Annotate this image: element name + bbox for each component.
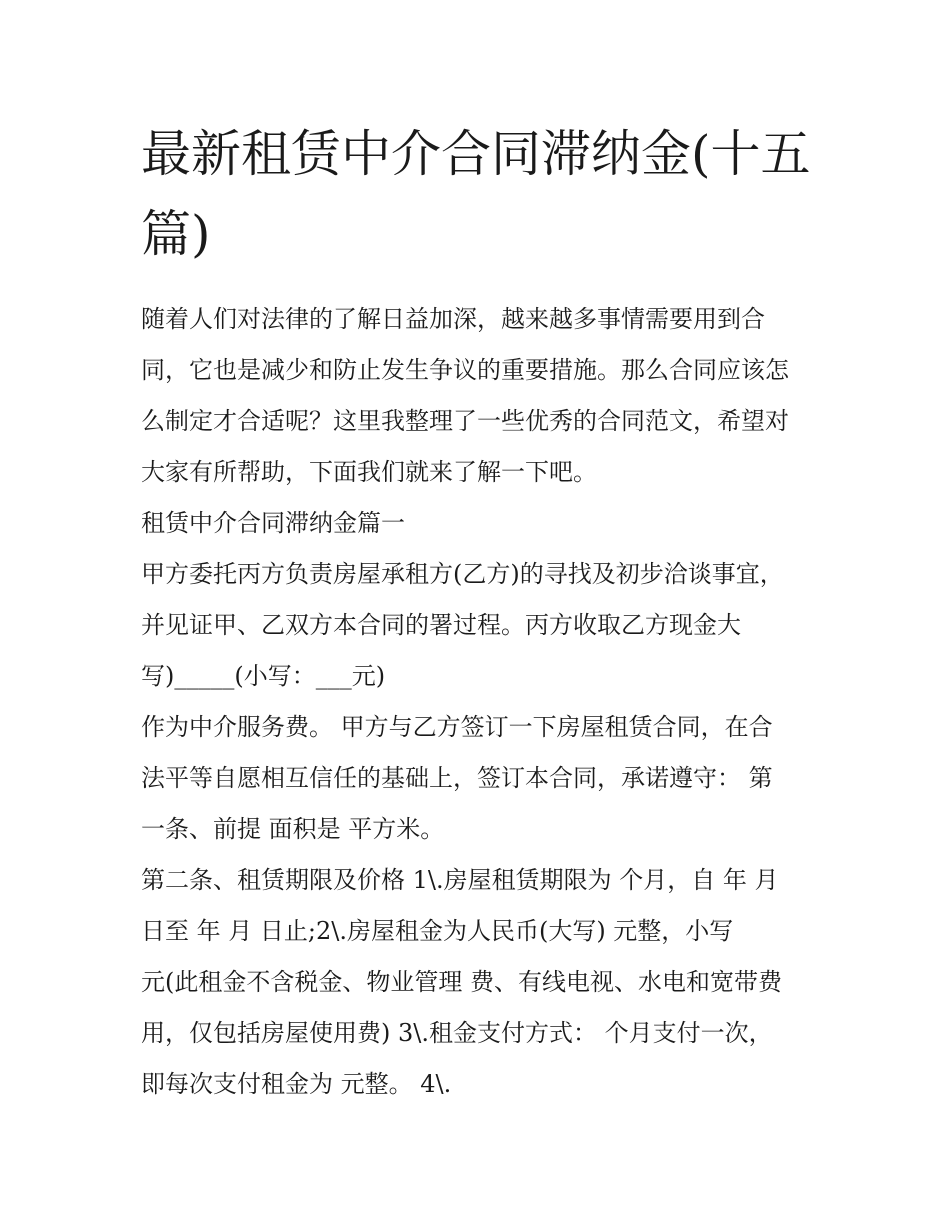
text-line: 租赁中介合同滞纳金篇一	[141, 509, 405, 537]
text-line: 第二条、租赁期限及价格 1\.房屋租赁期限为 个月，自 年 月	[141, 866, 779, 894]
text-line: 日至 年 月 日止;2\.房屋租金为人民币(大写) 元整，小写	[141, 917, 734, 945]
clause-paragraph	[141, 549, 821, 702]
text-line: 大家有所帮助，下面我们就来了解一下吧。	[141, 458, 597, 486]
intro-paragraph	[141, 294, 821, 498]
text-line: 同，它也是减少和防止发生争议的重要措施。那么合同应该怎	[141, 356, 789, 384]
text-line: 作为中介服务费。 甲方与乙方签订一下房屋租赁合同，在合	[141, 713, 773, 741]
document-title	[141, 114, 821, 274]
text-line: 甲方委托丙方负责房屋承租方(乙方)的寻找及初步洽谈事宜，	[141, 560, 784, 588]
section-heading	[141, 498, 821, 549]
clause-paragraph	[141, 702, 821, 855]
document-body	[141, 114, 821, 1110]
title-line: 最新租赁中介合同滞纳金(十五	[141, 125, 811, 183]
text-line: 元(此租金不含税金、物业管理 费、有线电视、水电和宽带费	[141, 968, 782, 996]
clause-paragraph	[141, 855, 821, 1110]
text-line: 用，仅包括房屋使用费) 3\.租金支付方式： 个月支付一次，	[141, 1019, 773, 1047]
text-line: 写)_____(小写：___元)	[141, 662, 386, 690]
title-line: 篇)	[141, 205, 211, 263]
text-line: 法平等自愿相互信任的基础上，签订本合同，承诺遵守： 第	[141, 764, 773, 792]
text-line: 即每次支付租金为 元整。 4\.	[141, 1070, 452, 1098]
text-line: 么制定才合适呢？这里我整理了一些优秀的合同范文，希望对	[141, 407, 789, 435]
text-line: 一条、前提 面积是 平方米。	[141, 815, 445, 843]
text-line: 随着人们对法律的了解日益加深，越来越多事情需要用到合	[141, 305, 765, 333]
text-line: 并见证甲、乙双方本合同的署过程。丙方收取乙方现金大	[141, 611, 741, 639]
